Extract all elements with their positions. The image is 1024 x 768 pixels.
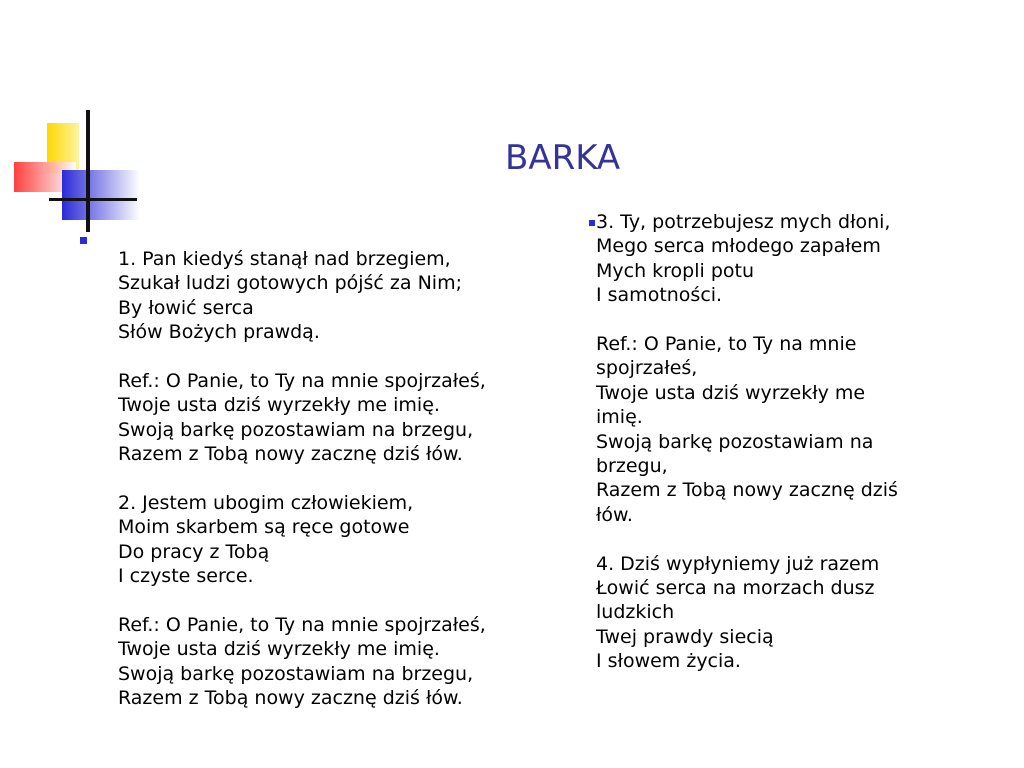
lyrics-line: Ref.: O Panie, to Ty na mnie spojrzałeś,: [118, 614, 486, 637]
lyrics-stanza: [118, 491, 578, 589]
lyrics-line: I samotności.: [596, 284, 723, 307]
lyrics-line: Łowić serca na morzach dusz: [596, 577, 875, 600]
lyrics-line: brzegu,: [596, 455, 668, 478]
lyrics-line: Twoje usta dziś wyrzekły me: [596, 381, 866, 404]
lyrics-line: Twoje usta dziś wyrzekły me imię.: [118, 638, 440, 661]
lyrics-line: Mych kropli potu: [596, 259, 755, 282]
lyrics-line: Ref.: O Panie, to Ty na mnie: [596, 333, 857, 356]
lyrics-line: Swoją barkę pozostawiam na brzegu,: [118, 418, 474, 441]
left-column-lyrics: [118, 247, 578, 735]
lyrics-line: Razem z Tobą nowy zacznę dziś łów.: [118, 687, 463, 710]
lyrics-stanza: [118, 613, 578, 711]
lyrics-line: 2. Jestem ubogim człowiekiem,: [118, 492, 414, 515]
lyrics-line: I słowem życia.: [596, 650, 741, 673]
lyrics-line: Swoją barkę pozostawiam na: [596, 430, 874, 453]
lyrics-stanza: [596, 332, 976, 527]
decor-vertical-line: [86, 110, 90, 232]
lyrics-line: imię.: [596, 406, 643, 429]
decor-horizontal-line: [49, 198, 137, 201]
lyrics-line: Mego serca młodego zapałem: [596, 235, 881, 258]
lyrics-line: Słów Bożych prawdą.: [118, 321, 320, 344]
slide-title: BARKA: [505, 138, 621, 178]
lyrics-stanza: [596, 210, 976, 308]
lyrics-line: ludzkich: [596, 601, 675, 624]
decor-blue-square: [62, 170, 140, 220]
lyrics-line: Do pracy z Tobą: [118, 540, 270, 563]
lyrics-line: Swoją barkę pozostawiam na brzegu,: [118, 662, 474, 685]
bullet-icon: [80, 237, 87, 244]
lyrics-line: Razem z Tobą nowy zacznę dziś łów.: [118, 443, 463, 466]
bullet-icon: [589, 220, 595, 226]
right-column-lyrics: [596, 210, 976, 698]
lyrics-line: spojrzałeś,: [596, 357, 698, 380]
lyrics-line: I czyste serce.: [118, 565, 254, 588]
lyrics-line: 4. Dziś wypłyniemy już razem: [596, 552, 880, 575]
lyrics-stanza: [118, 369, 578, 467]
lyrics-line: Szukał ludzi gotowych pójść za Nim;: [118, 272, 462, 295]
lyrics-line: Twoje usta dziś wyrzekły me imię.: [118, 394, 440, 417]
lyrics-line: 3. Ty, potrzebujesz mych dłoni,: [596, 211, 891, 233]
lyrics-line: By łowić serca: [118, 296, 254, 319]
lyrics-line: Razem z Tobą nowy zacznę dziś: [596, 479, 898, 502]
lyrics-line: łów.: [596, 503, 633, 526]
lyrics-line: Twej prawdy siecią: [596, 625, 774, 648]
lyrics-line: 1. Pan kiedyś stanął nad brzegiem,: [118, 248, 451, 270]
lyrics-line: Ref.: O Panie, to Ty na mnie spojrzałeś,: [118, 370, 486, 393]
lyrics-stanza: [118, 247, 578, 345]
lyrics-stanza: [596, 552, 976, 674]
lyrics-line: Moim skarbem są ręce gotowe: [118, 516, 410, 539]
